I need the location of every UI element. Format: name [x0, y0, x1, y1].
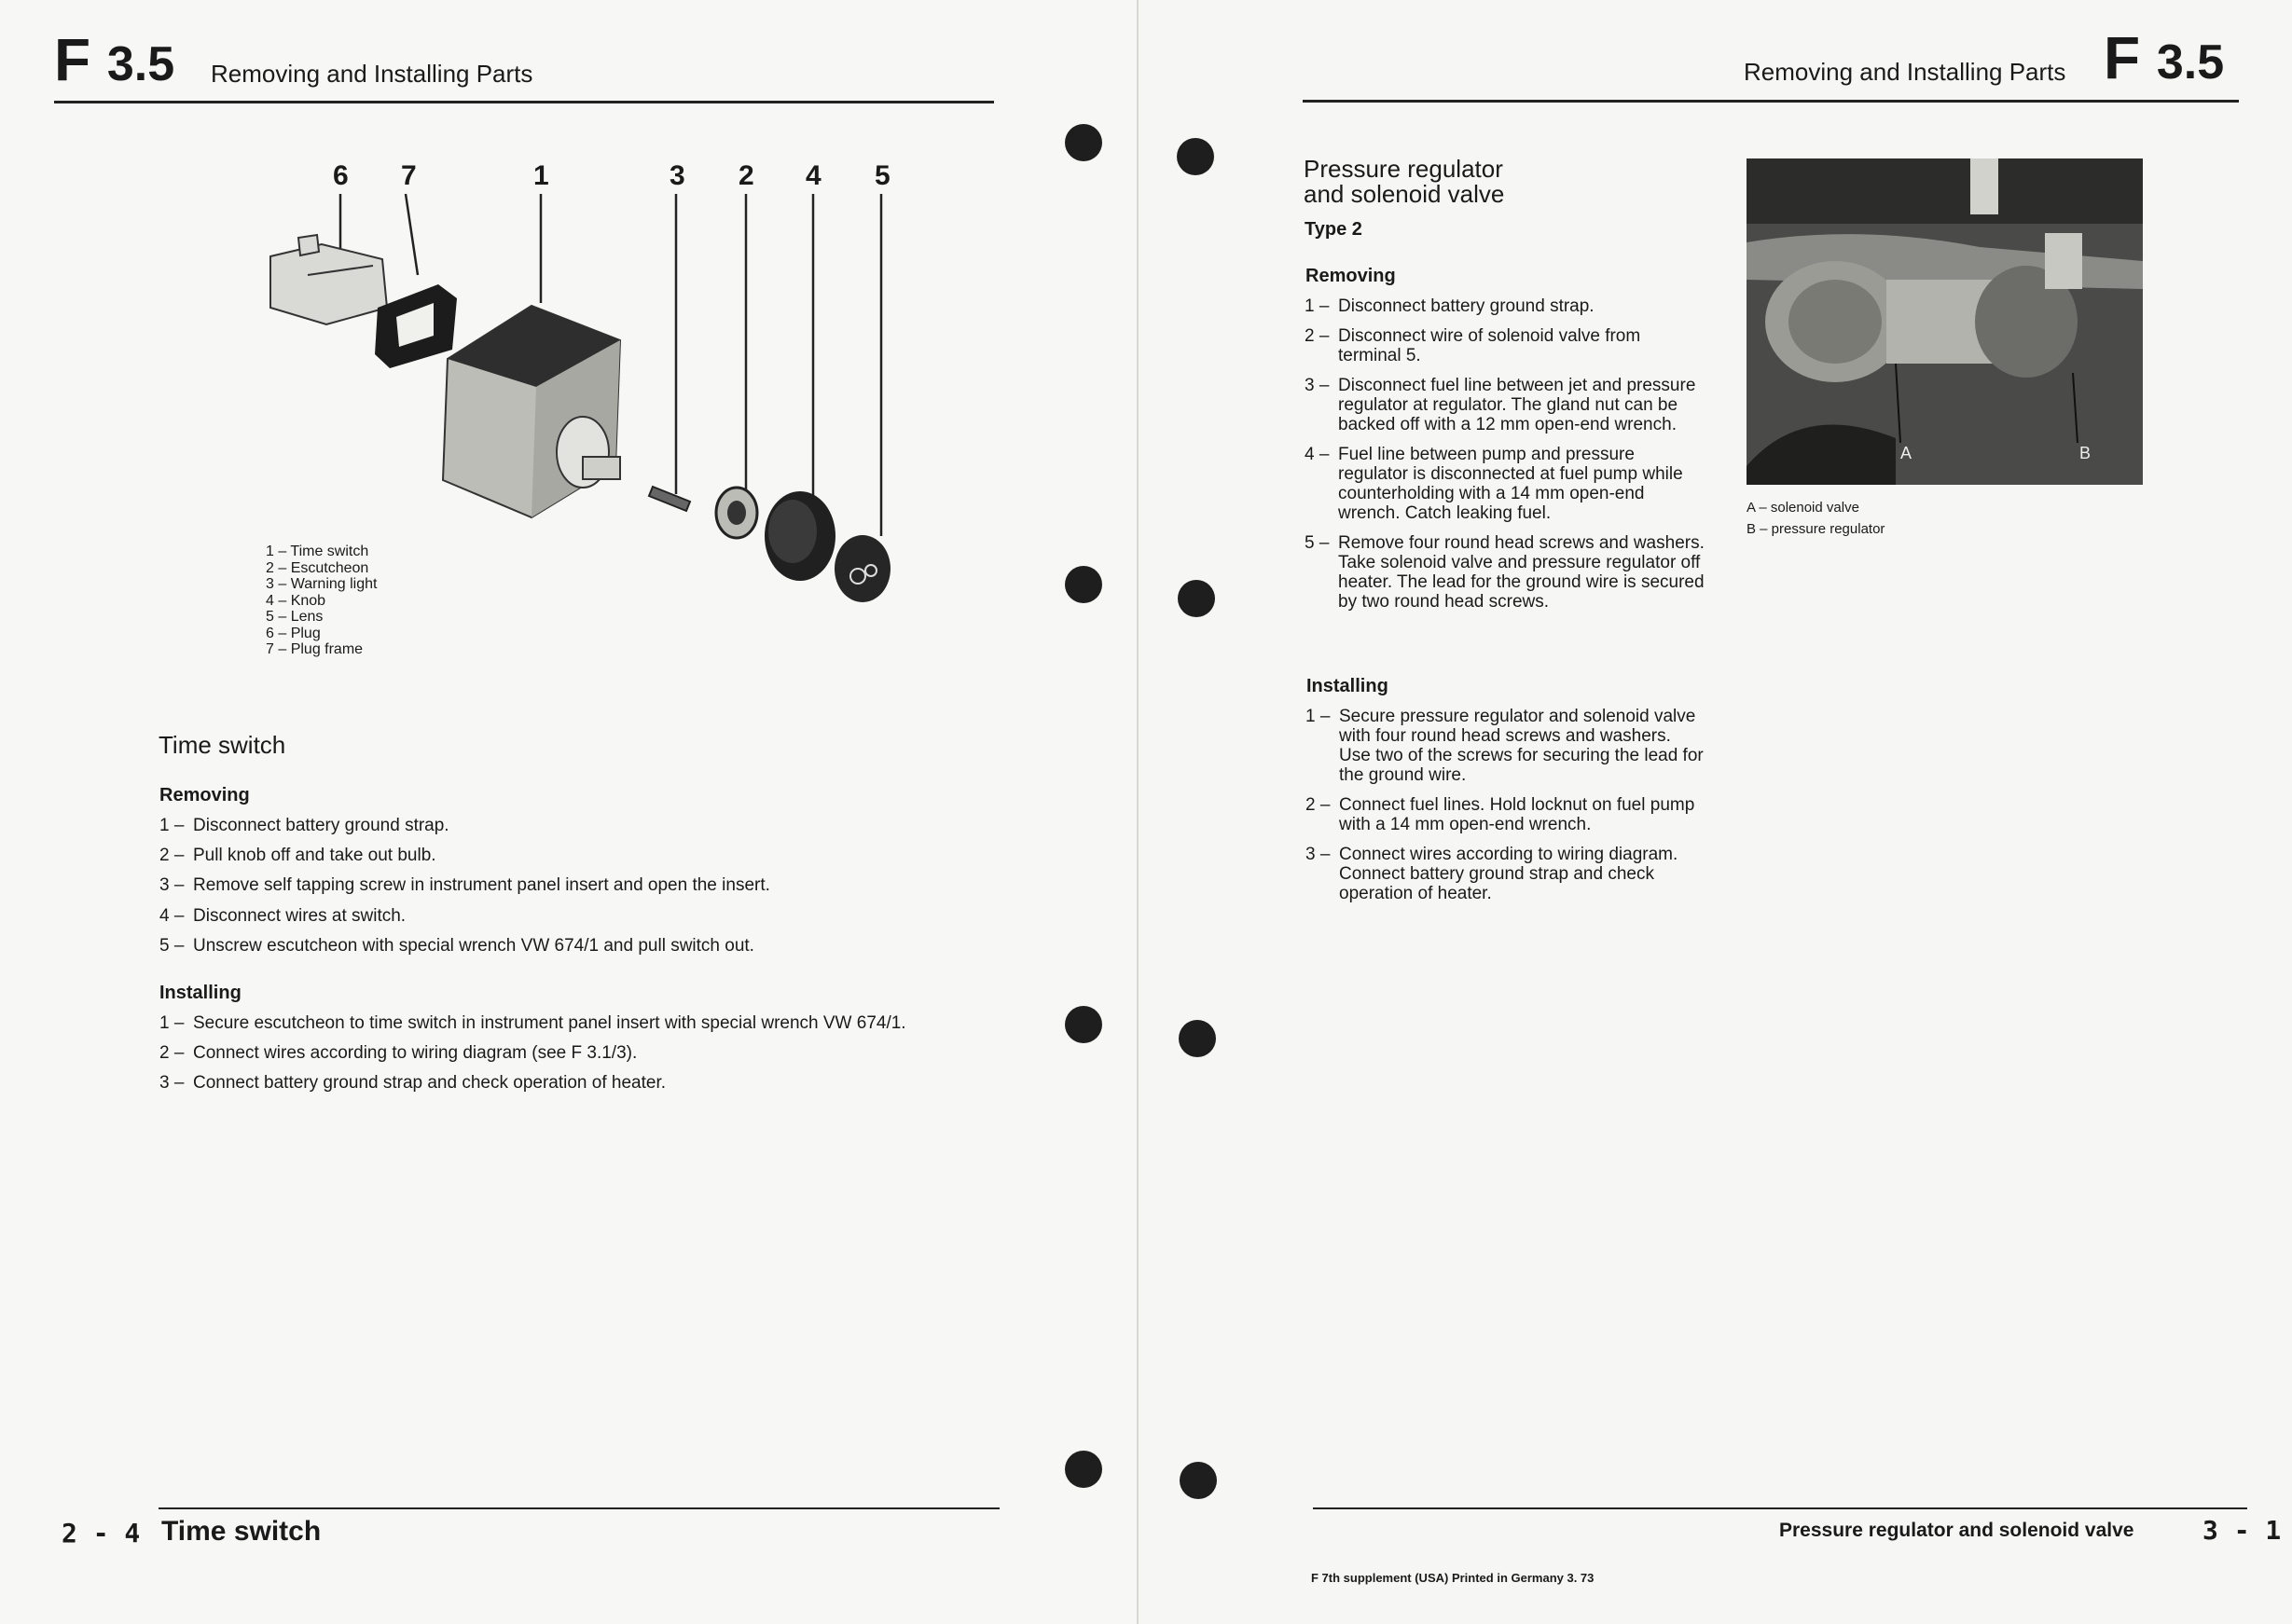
- step-item: 4 – Disconnect wires at switch.: [159, 906, 407, 926]
- photo-label-a: A: [1900, 444, 1912, 462]
- lens-part: [835, 535, 891, 602]
- photo-label-b: B: [2079, 444, 2092, 462]
- section-title: Pressure regulator and solenoid valve: [1304, 155, 1505, 208]
- installing-steps: [159, 1013, 1036, 1103]
- step-item: 4 – Fuel line between pump and pressure regulator is disconnected at fuel pump while counterholding with a 14 mm open-end wrench. Catch leaking fuel.: [1305, 445, 1683, 523]
- punch-hole: [1065, 124, 1102, 161]
- step-item: 3 – Connect battery ground strap and check operation of heater.: [159, 1073, 666, 1093]
- legend-item: 3 – Warning light: [266, 576, 378, 592]
- step-item: 3 – Disconnect fuel line between jet and pressure regulator at regulator. The gland nut can be backed off with a 12 mm open-end wrench.: [1305, 376, 1696, 434]
- header-rule: [54, 101, 994, 103]
- callout-7: 7: [401, 160, 417, 191]
- callout-3: 3: [670, 160, 685, 191]
- type-label: Type 2: [1305, 219, 1362, 240]
- caption-line: B – pressure regulator: [1747, 521, 1885, 537]
- punch-hole: [1065, 1006, 1102, 1043]
- removing-heading: Removing: [159, 785, 250, 805]
- step-item: 2 – Connect fuel lines. Hold locknut on fuel pump with a 14 mm open-end wrench.: [1305, 795, 1695, 834]
- diagram-legend: [266, 544, 377, 658]
- removing-steps: [159, 816, 1017, 966]
- warning-light-part: [649, 487, 690, 511]
- step-item: 5 – Remove four round head screws and washers. Take solenoid valve and pressure regulator off heater. The lead for the ground wire is secured by two round head screws.: [1305, 533, 1705, 612]
- step-item: 2 – Disconnect wire of solenoid valve from terminal 5.: [1305, 326, 1641, 365]
- callout-4: 4: [806, 160, 822, 191]
- section-marker: [2104, 24, 2225, 91]
- removing-steps: [1305, 296, 1705, 612]
- section-number: 3.5: [106, 37, 175, 91]
- callout-2: 2: [739, 160, 754, 191]
- plug-frame-part: [375, 284, 457, 368]
- legend-item: 2 – Escutcheon: [266, 559, 369, 576]
- header-title: Removing and Installing Parts: [1744, 58, 2066, 86]
- page-number: 2 - 4: [62, 1518, 141, 1548]
- step-item: 3 – Remove self tapping screw in instrument panel insert and open the insert.: [159, 875, 770, 895]
- section-title: Time switch: [159, 731, 286, 759]
- page-number: 3 - 1: [2202, 1515, 2282, 1546]
- step-item: 2 – Pull knob off and take out bulb.: [159, 846, 436, 865]
- time-switch-body: [443, 306, 620, 517]
- escutcheon-part: [716, 488, 757, 538]
- step-item: 1 – Disconnect battery ground strap.: [1305, 296, 1595, 316]
- installing-heading: Installing: [1306, 676, 1388, 696]
- plug-part: [270, 235, 387, 324]
- footer-rule: [159, 1507, 1000, 1509]
- section-letter: F: [2104, 24, 2141, 91]
- header-title: Removing and Installing Parts: [211, 60, 533, 88]
- punch-hole: [1065, 1451, 1102, 1488]
- footer-rule: [1313, 1507, 2247, 1509]
- punch-hole: [1065, 566, 1102, 603]
- step-item: 3 – Connect wires according to wiring diagram. Connect battery ground strap and check operation of heater.: [1305, 845, 1678, 903]
- section-letter: F: [54, 26, 91, 93]
- section-number: 3.5: [2156, 35, 2225, 89]
- legend-item: 4 – Knob: [266, 592, 326, 609]
- left-page: [0, 0, 1138, 1624]
- removing-heading: Removing: [1305, 266, 1396, 286]
- pressure-regulator-photo: [1747, 158, 2143, 485]
- legend-item: 6 – Plug: [266, 625, 321, 641]
- header-rule: [1303, 100, 2239, 103]
- step-item: 2 – Connect wires according to wiring diagram (see F 3.1/3).: [159, 1043, 638, 1063]
- step-item: 1 – Secure escutcheon to time switch in instrument panel insert with special wrench VW 674/1.: [159, 1013, 906, 1033]
- punch-hole: [1178, 580, 1215, 617]
- step-item: 1 – Disconnect battery ground strap.: [159, 816, 449, 835]
- footer-title: Time switch: [161, 1516, 322, 1547]
- installing-steps: [1305, 707, 1706, 903]
- installing-heading: Installing: [159, 983, 242, 1003]
- section-marker: [54, 26, 175, 93]
- footer-title: Pressure regulator and solenoid valve: [1779, 1520, 2134, 1541]
- punch-hole: [1179, 1020, 1216, 1057]
- page-gutter: [1137, 0, 1139, 1624]
- punch-hole: [1180, 1462, 1217, 1499]
- print-imprint: F 7th supplement (USA) Printed in Germany 3. 73: [1311, 1571, 1595, 1585]
- caption-line: A – solenoid valve: [1747, 500, 1859, 516]
- step-item: 5 – Unscrew escutcheon with special wrench VW 674/1 and pull switch out.: [159, 936, 754, 956]
- legend-item: 1 – Time switch: [266, 544, 369, 559]
- callout-6: 6: [333, 160, 349, 191]
- photo-caption: [1747, 497, 1885, 540]
- knob-part: [765, 491, 835, 581]
- step-item: 1 – Secure pressure regulator and solenoid valve with four round head screws and washers. Use two of the screws for securing the lead for the ground wire.: [1305, 707, 1704, 785]
- callout-1: 1: [533, 160, 549, 191]
- callout-5: 5: [875, 160, 891, 191]
- punch-hole: [1177, 138, 1214, 175]
- legend-item: 7 – Plug frame: [266, 641, 364, 657]
- legend-item: 5 – Lens: [266, 609, 324, 625]
- photo-drawing: [1747, 158, 2143, 485]
